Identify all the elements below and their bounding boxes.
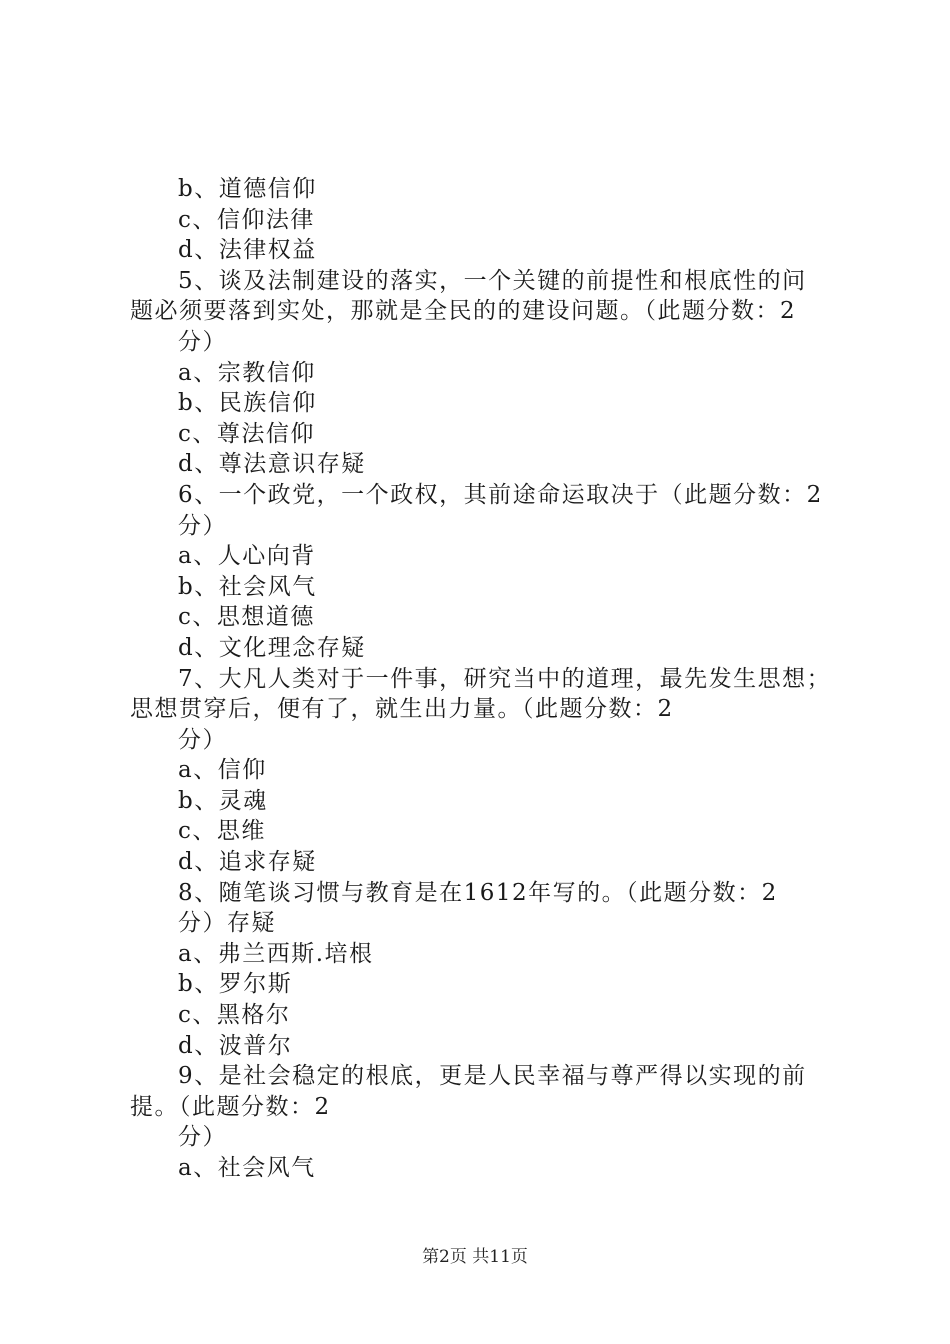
text-line: d、文化理念存疑 [178, 634, 366, 661]
text-line: b、民族信仰 [178, 390, 317, 417]
text-line: a、社会风气 [178, 1155, 316, 1181]
text-line: b、道德信仰 [178, 176, 317, 202]
text-line: 思想贯穿后，便有了，就生出力量。（此题分数：2 [130, 696, 674, 723]
text-line: b、灵魂 [178, 787, 268, 814]
text-line: 5、谈及法制建设的落实，一个关键的前提性和根底性的问 [178, 267, 807, 294]
text-line: 分）存疑 [178, 910, 276, 937]
text-line: a、信仰 [178, 757, 267, 784]
text-line: a、弗兰西斯.培根 [178, 940, 374, 967]
text-line: 7、大凡人类对于一件事，研究当中的道理，最先发生思想； [178, 665, 832, 692]
text-line: a、宗教信仰 [178, 359, 316, 386]
text-line: b、罗尔斯 [178, 971, 293, 998]
text-line: 8、随笔谈习惯与教育是在1612年写的。（此题分数：2 [178, 879, 778, 906]
text-line: c、思维 [178, 818, 266, 845]
text-line: 9、是社会稳定的根底，更是人民幸福与尊严得以实现的前 [178, 1063, 807, 1090]
text-line: c、黑格尔 [178, 1002, 291, 1029]
text-line: c、思想道德 [178, 604, 315, 631]
text-line: 分） [178, 1124, 227, 1151]
page-footer: 第2页 共11页 [422, 1247, 528, 1267]
text-line: c、信仰法律 [178, 206, 315, 233]
text-line: 6、一个政党，一个政权，其前途命运取决于（此题分数：2 [178, 481, 823, 508]
text-line: b、社会风气 [178, 573, 317, 600]
question-text-block [130, 174, 850, 1184]
text-line: 题必须要落到实处，那就是全民的的建设问题。（此题分数：2 [130, 298, 797, 325]
text-line: 分） [178, 726, 227, 753]
text-line: c、尊法信仰 [178, 420, 315, 447]
text-line: 提。（此题分数：2 [130, 1093, 331, 1120]
text-line: d、波普尔 [178, 1032, 293, 1059]
text-line: 分） [178, 512, 227, 539]
text-line: d、追求存疑 [178, 849, 317, 876]
text-line: d、法律权益 [178, 237, 317, 264]
text-line: a、人心向背 [178, 543, 316, 570]
text-line: 分） [178, 328, 227, 355]
text-line: d、尊法意识存疑 [178, 451, 366, 478]
